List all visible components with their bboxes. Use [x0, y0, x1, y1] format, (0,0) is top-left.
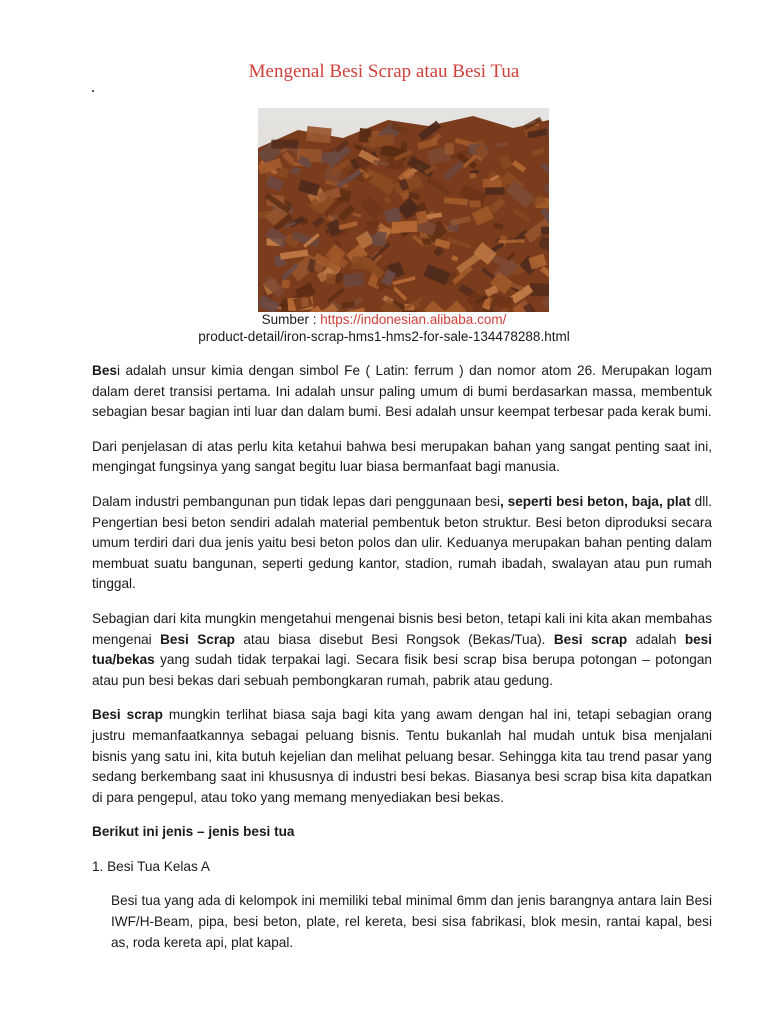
caption-source-link[interactable]: https://indonesian.alibaba.com/: [320, 312, 507, 327]
paragraph-text: yang sudah tidak terpakai lagi. Secara fisik besi scrap bisa berupa potongan – potongan atau pun besi bekas dari sebuah pembongkaran rumah, pabrik atau gedung.: [92, 652, 712, 688]
paragraph-text: adalah: [627, 631, 685, 647]
scrap-piece: [485, 187, 504, 195]
list-item-1-description: Besi tua yang ada di kelompok ini memiliki tebal minimal 6mm dan jenis barangnya antara lain Besi IWF/H-Beam, pipa, besi beton, plate, rel kereta, besi sisa fabrikasi, blok mesin, rantai kapal, besi as, roda kereta api, plat kapal.: [111, 893, 712, 950]
document-title: Mengenal Besi Scrap atau Besi Tua: [248, 61, 520, 82]
scrap-piece: [301, 297, 309, 306]
scrap-piece: [541, 227, 549, 235]
paragraph-text: Dalam industri pembangunan pun tidak lepas dari penggunaan besi: [92, 493, 500, 509]
bold-text: Besi scrap: [92, 707, 163, 723]
paragraph-text: atau biasa disebut Besi Rongsok (Bekas/Tua).: [234, 631, 554, 647]
paragraph-2: Dari penjelasan di atas perlu kita ketahui bahwa besi merupakan bahan yang sangat penting saat ini, mengingat fungsinya yang sangat begitu luar biasa bermanfaat bagi manusia.: [92, 438, 712, 475]
scrap-piece: [530, 283, 549, 296]
article-body: [92, 361, 712, 967]
scrap-piece: [423, 239, 432, 245]
scrap-piece: [470, 200, 481, 207]
scrap-piece: [392, 221, 418, 233]
list-item-1: 1. Besi Tua Kelas A: [92, 858, 210, 874]
scrap-piece: [325, 273, 336, 285]
caption-source-path: product-detail/iron-scrap-hms1-hms2-for-sale-134478288.html: [198, 329, 570, 344]
paragraph-5: [92, 705, 712, 808]
paragraph-text: mungkin terlihat biasa saja bagi kita yang awam dengan hal ini, tetapi sebagian orang justru memanfaatkannya sebagai peluang bisnis. Tentu bukanlah hal mudah untuk bisa menjalani bisnis yang satu ini, kita butuh kejelian dan melihat peluang besar. Sehingga kita tau trend pasar yang sedang berkembang saat ini khususnya di industri besi bekas. Biasanya besi scrap bisa kita dapatkan di para pengepul, atau toko yang memang menyediakan besi bekas.: [92, 707, 712, 805]
bold-text: Bes: [92, 363, 117, 378]
bold-text: , seperti besi beton, baja, plat: [500, 493, 691, 509]
scrap-piece: [445, 143, 454, 154]
paragraph-text: Sebagian dari kita mungkin mengetahui mengenai bisnis besi beton, tetapi kali ini kita akan membahas mengenai: [92, 610, 712, 647]
image-caption: [0, 311, 768, 345]
scrap-piece: [306, 126, 332, 143]
paragraph-text: dll. Pengertian besi beton sendiri adalah material pembentuk beton struktur. Besi beton diproduksi secara umum terdiri dari dua jenis yaitu besi beton polos dan ulir. Keduanya merupakan bahan penting dalam membuat suatu bangunan, seperti gedung kantor, stadion, rumah ibadah, swalayan atau pun rumah tinggal.: [92, 493, 713, 592]
bold-text: Besi scrap: [553, 631, 628, 647]
scrap-piece: [271, 140, 298, 149]
paragraph-3: [92, 492, 712, 595]
section-heading: Berikut ini jenis – jenis besi tua: [92, 824, 295, 840]
caption-source-prefix: Sumber :: [261, 312, 321, 327]
scrap-metal-photo: [258, 108, 549, 312]
bold-text: besi tua/bekas: [92, 631, 713, 668]
stray-dot: [92, 90, 94, 92]
paragraph-text: i adalah unsur kimia dengan simbol Fe ( Latin: ferrum ) dan nomor atom 26. Merupakan logam dalam deret transisi pertama. Ini adalah unsur paling umum di bumi berdasarkan massa, membentuk sebagian besar bagian inti luar dan dalam bumi. Besi adalah unsur keempat terbesar pada kerak bumi.: [92, 363, 712, 420]
scrap-piece: [343, 273, 364, 287]
paragraph-1: [92, 361, 712, 423]
paragraph-4: [92, 609, 712, 691]
bold-text: Besi Scrap: [160, 631, 235, 647]
